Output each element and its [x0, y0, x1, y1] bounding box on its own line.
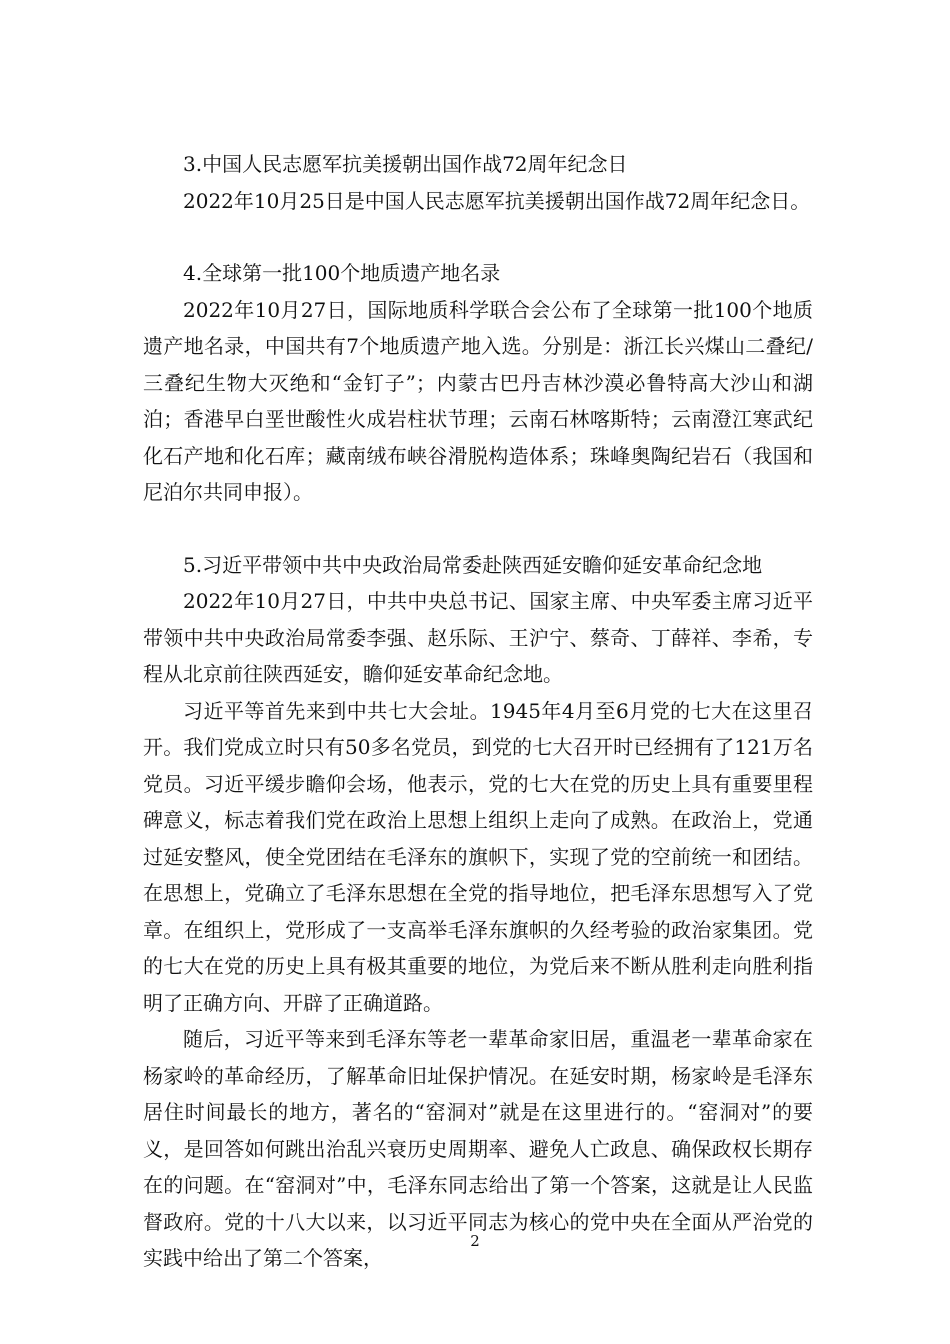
- section-gap: [143, 511, 813, 547]
- section-4-heading: 4.全球第一批100个地质遗产地名录: [183, 261, 501, 285]
- section-4-paragraph: 2022年10月27日，国际地质科学联合会公布了全球第一批100个地质遗产地名录，中国共有7个地质遗产地入选。分别是：浙江长兴煤山二叠纪/三叠纪生物大灭绝和“金钉子”；内蒙古巴丹吉林沙漠必鲁特高大沙山和湖泊；香港早白垩世酸性火成岩柱状节理；云南石林喀斯特；云南澄江寒武纪化石产地和化石库；藏南绒布峡谷滑脱构造体系；珠峰奥陶纪岩石（我国和尼泊尔共同申报）。: [143, 297, 813, 504]
- section-5-paragraph-1: 2022年10月27日，中共中央总书记、国家主席、中央军委主席习近平带领中共中央政治局常委李强、赵乐际、王沪宁、蔡奇、丁薛祥、李希，专程从北京前往陕西延安，瞻仰延安革命纪念地。: [143, 589, 813, 686]
- section-5-paragraph-3: 随后，习近平等来到毛泽东等老一辈革命家旧居，重温老一辈革命家在杨家岭的革命经历，了解革命旧址保护情况。在延安时期，杨家岭是毛泽东居住时间最长的地方，著名的“窑洞对”就是在这里进行的。“窑洞对”的要义，是回答如何跳出治乱兴衰历史周期率、避免人亡政息、确保政权长期存在的问题。在“窑洞对”中，毛泽东同志给出了第一个答案，这就是让人民监督政府。党的十八大以来，以习近平同志为核心的党中央在全面从严治党的实践中给出了第二个答案，: [143, 1027, 813, 1270]
- section-3-heading: 3.中国人民志愿军抗美援朝出国作战72周年纪念日: [183, 152, 628, 176]
- page-number: 2: [470, 1232, 480, 1250]
- section-gap: [143, 219, 813, 255]
- section-5-heading: 5.习近平带领中共中央政治局常委赴陕西延安瞻仰延安革命纪念地: [183, 552, 763, 577]
- document-body: [143, 146, 813, 1277]
- section-5-paragraph-2: 习近平等首先来到中共七大会址。1945年4月至6月党的七大在这里召开。我们党成立时只有50多名党员，到党的七大召开时已经拥有了121万名党员。习近平缓步瞻仰会场，他表示，党的七大在党的历史上具有重要里程碑意义，标志着我们党在政治上思想上组织上走向了成熟。在政治上，党通过延安整风，使全党团结在毛泽东的旗帜下，实现了党的空前统一和团结。在思想上，党确立了毛泽东思想在全党的指导地位，把毛泽东思想写入了党章。在组织上，党形成了一支高举毛泽东旗帜的久经考验的政治家集团。党的七大在党的历史上具有极其重要的地位，为党后来不断从胜利走向胜利指明了正确方向、开辟了正确道路。: [143, 698, 813, 1015]
- section-3-paragraph: 2022年10月25日是中国人民志愿军抗美援朝出国作战72周年纪念日。: [183, 188, 811, 213]
